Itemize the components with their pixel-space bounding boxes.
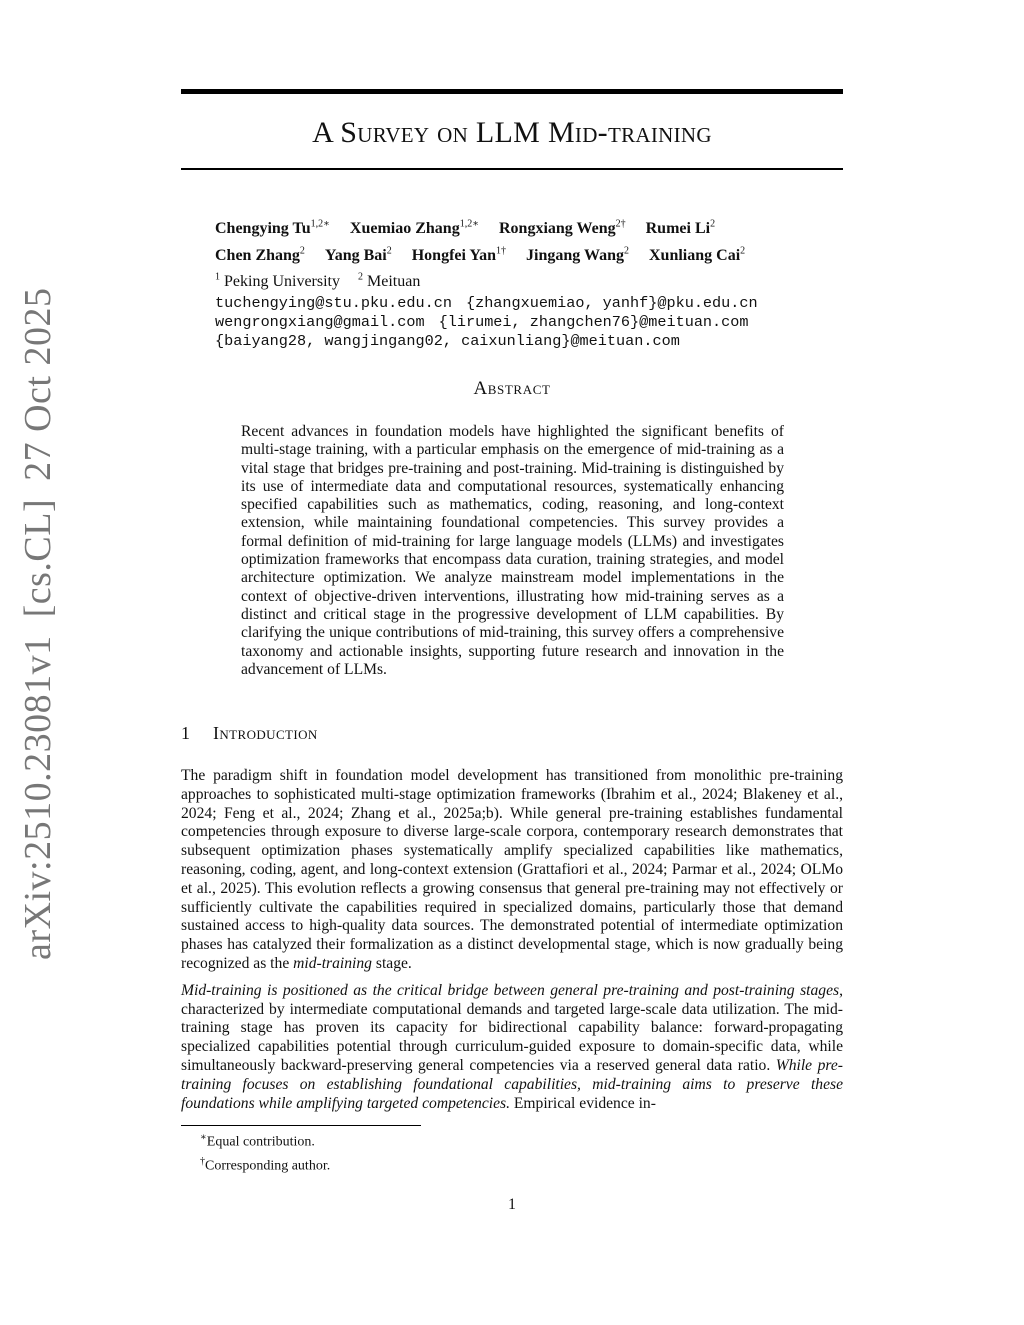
abstract-heading: Abstract xyxy=(473,378,551,399)
title-top-rule xyxy=(181,89,843,94)
email-list xyxy=(215,294,855,351)
affiliations xyxy=(215,267,855,293)
arxiv-category: [cs.CL] xyxy=(17,498,59,618)
affiliation: $^2$ Meituan xyxy=(358,271,421,290)
author: Rongxiang Weng$^{2\dagger}$ xyxy=(499,219,626,238)
email: {lirumei, zhangchen76}@meituan.com xyxy=(438,312,749,331)
author: Xunliang Cai$^2$ xyxy=(649,245,746,264)
section-heading xyxy=(181,723,318,744)
title-part: Survey on xyxy=(340,116,469,149)
arxiv-date: 27 Oct 2025 xyxy=(17,287,59,481)
affiliation: $^1$ Peking University xyxy=(215,271,340,290)
author: Yang Bai$^2$ xyxy=(324,245,392,264)
title-part: Mid-training xyxy=(547,116,712,149)
footnote: ∗Equal contribution. xyxy=(200,1132,315,1150)
abstract-text: Recent advances in foundation models have highlighted the significant benefits of multi-stage training, with a particular emphasis on the emergence of mid-training as a vital stage that bridges pre-training and post-training. Mid-training is distinguished by its use of intermediate data and computational resources, systematically enhancing specified capabilities such as mathematics, coding, reasoning, and long-context extension, while maintaining foundational competencies. This survey provides a formal definition of mid-training for large language models (LLMs) and investigates optimization frameworks that encompass data curation, training strategies, and model architecture optimization. We analyze mainstream model implementations in the context of objective-driven interventions, illustrating how mid-training serves as a distinct and critical stage in the progressive development of LLM capabilities. By clarifying the unique contributions of mid-training, this survey offers a comprehensive taxonomy and actionable insights, supporting future research and innovation in the advancement of LLMs. xyxy=(241,423,784,678)
arxiv-identifier-stamp xyxy=(16,287,60,960)
arxiv-id: arXiv:2510.23081v1 xyxy=(17,635,59,960)
email: wengrongxiang@gmail.com xyxy=(215,312,425,331)
footnote: †Corresponding author. xyxy=(200,1155,331,1174)
author: Hongfei Yan$^{1\dagger}$ xyxy=(411,245,507,264)
author-line xyxy=(215,214,855,240)
title-bottom-rule xyxy=(181,168,843,170)
paper-title xyxy=(181,116,843,150)
email: {zhangxuemiao, yanhf}@pku.edu.cn xyxy=(465,293,758,312)
section-number: 1 xyxy=(181,723,191,743)
email: {baiyang28, wangjingang02, caixunliang}@meituan.com xyxy=(215,331,680,350)
paragraph: Mid-training is positioned as the critical bridge between general pre-training and post-training stages, characterized by intermediate computational demands and targeted large-scale data utilization. The mid-training stage has proven its capacity for bidirectional capability balance: forward-propagating specialized capabilities potential through curriculum-guided exposure to domain-specific data, while simultaneously backward-preserving general competencies via a reserved general data ratio. While pre-training focuses on establishing foundational capabilities, mid-training aims to preserve these foundations while amplifying targeted competencies. Empirical evidence in- xyxy=(181,981,843,1112)
section-title: Introduction xyxy=(213,723,318,743)
title-part: A xyxy=(312,116,341,149)
author: Chen Zhang$^2$ xyxy=(215,245,305,264)
paragraph: The paradigm shift in foundation model development has transitioned from monolithic pre-training approaches to sophisticated multi-stage optimization frameworks (Ibrahim et al., 2024; Blakeney et al., 2024; Feng et al., 2024; Zhang et al., 2025a;b). While general pre-training establishes fundamental competencies through exposure to diverse large-scale corpora, contemporary research demonstrates that subsequent optimization phases systematically amplify specialized capabilities like mathematics, reasoning, coding, agent, and long-context extension (Grattafiori et al., 2024; Parmar et al., 2024; OLMo et al., 2025). This evolution reflects a growing consensus that general pre-training may not effectively or sufficiently cultivate the capabilities required in specialized domains, particularly those that demand sustained access to high-quality data sources. The demonstrated potential of intermediate optimization phases has catalyzed their formalization as a distinct developmental stage, which is now gradually being recognized as the mid-training stage. xyxy=(181,767,843,972)
footnotes xyxy=(200,1128,330,1175)
email: tuchengying@stu.pku.edu.cn xyxy=(215,293,452,312)
author-line xyxy=(215,240,855,266)
author: Xuemiao Zhang$^{1,2∗}$ xyxy=(349,219,479,238)
author: Rumei Li$^2$ xyxy=(645,219,716,238)
author-block xyxy=(215,214,855,351)
title-part: LLM xyxy=(468,116,548,149)
author: Jingang Wang$^2$ xyxy=(526,245,629,264)
page-number: 1 xyxy=(508,1196,516,1213)
introduction-body xyxy=(181,767,843,1121)
footnote-rule xyxy=(181,1125,421,1126)
author: Chengying $Tu^{1,2∗}$ xyxy=(215,219,330,238)
